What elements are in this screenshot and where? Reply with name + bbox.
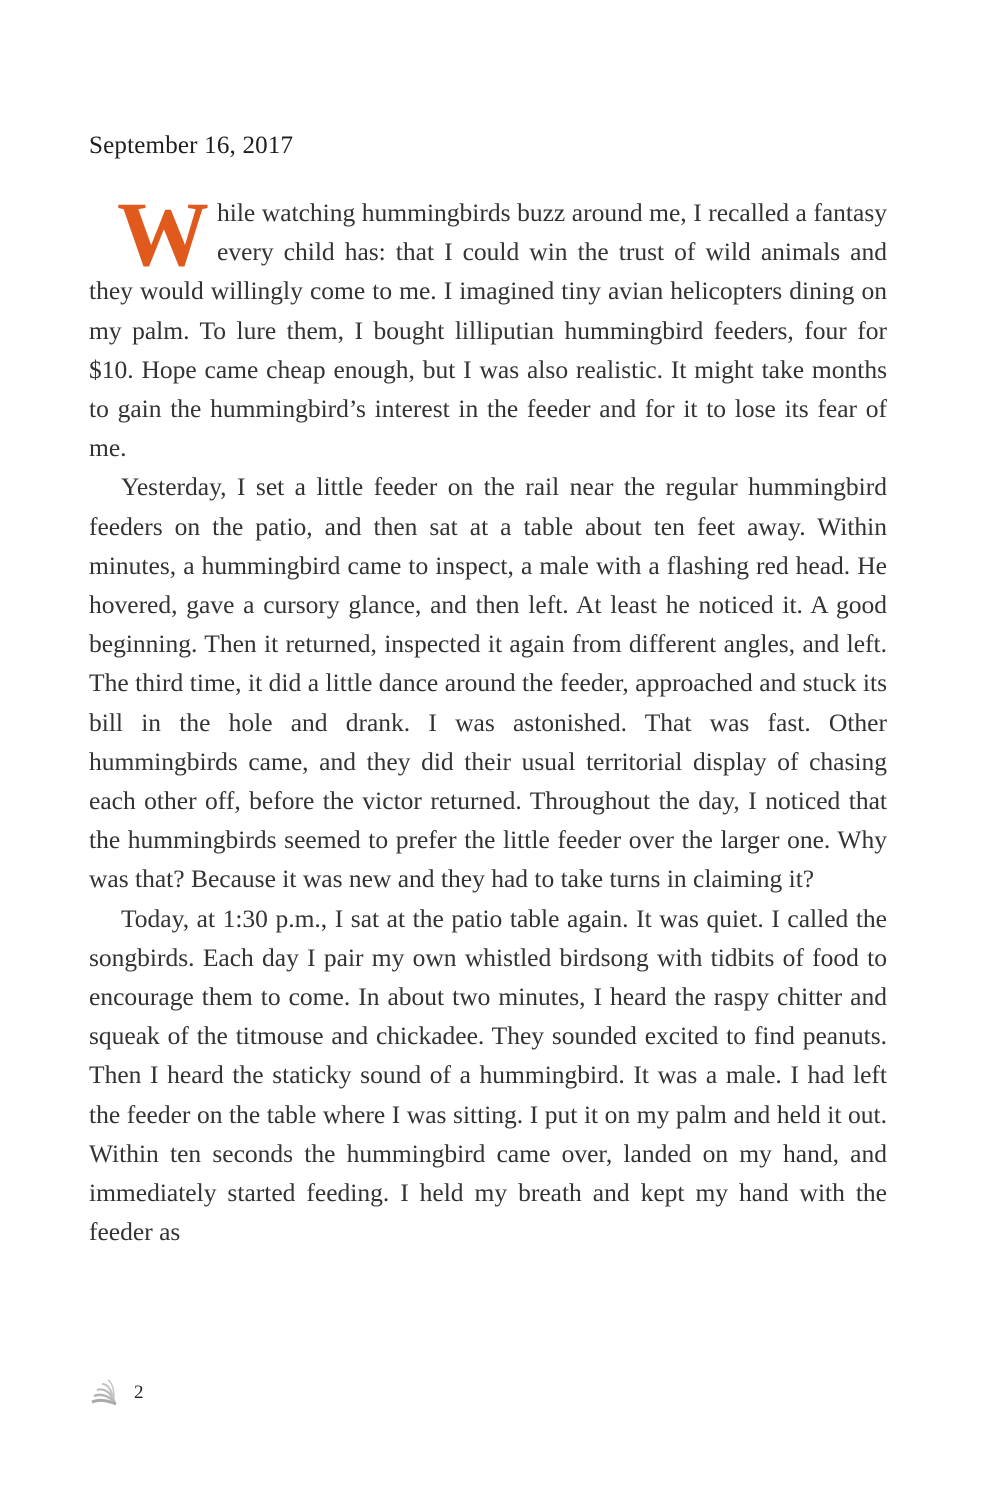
paragraph-text: hile watching hummingbirds buzz around me, I recalled a fantasy every child has: that I could win the trust of wild animals and they would willingly come to me. I imagined tiny avian helicopters dining on my palm. To lure them, I bought lilliputian hummingbird feeders, four for $10. Hope came cheap enough, but I was also realistic. It might take months to gain the hummingbird’s interest in the feeder and for it to lose its fear of me.: [89, 198, 887, 463]
paragraph: Yesterday, I set a little feeder on the rail near the regular hummingbird feeders on the patio, and then sat at a table about ten feet away. Within minutes, a hummingbird came to inspect, a male with a flashing red head. He hovered, gave a cursory glance, and then left. At least he noticed it. A good beginning. Then it returned, inspected it again from different angles, and left. The third time, it did a little dance around the feeder, approached and stuck its bill in the hole and drank. I was astonished. That was fast. Other hummingbirds came, and they did their usual territorial display of chasing each other off, before the victor returned. Throughout the day, I noticed that the hummingbirds seemed to prefer the little feeder over the larger one. Why was that? Because it was new and they had to take turns in claiming it?: [89, 472, 887, 894]
page-number: 2: [134, 1382, 144, 1403]
drop-cap: W: [117, 183, 209, 285]
paragraph: [89, 183, 887, 467]
paragraph: Today, at 1:30 p.m., I sat at the patio table again. It was quiet. I called the songbirds. Each day I pair my own whistled birdsong with tidbits of food to encourage them to come. In about two minutes, I heard the raspy chitter and squeak of the titmouse and chickadee. They sounded excited to find peanuts. Then I heard the staticky sound of a hummingbird. It was a male. I had left the feeder on the table where I was sitting. I put it on my palm and held it out. Within ten seconds the hummingbird came over, landed on my hand, and immediately started feeding. I held my breath and kept my hand with the feeder as: [89, 903, 887, 1247]
page-footer: [88, 1378, 144, 1408]
feather-wing-icon: [88, 1378, 122, 1408]
entry-date: September 16, 2017: [89, 132, 294, 159]
body-text: [89, 183, 887, 1251]
